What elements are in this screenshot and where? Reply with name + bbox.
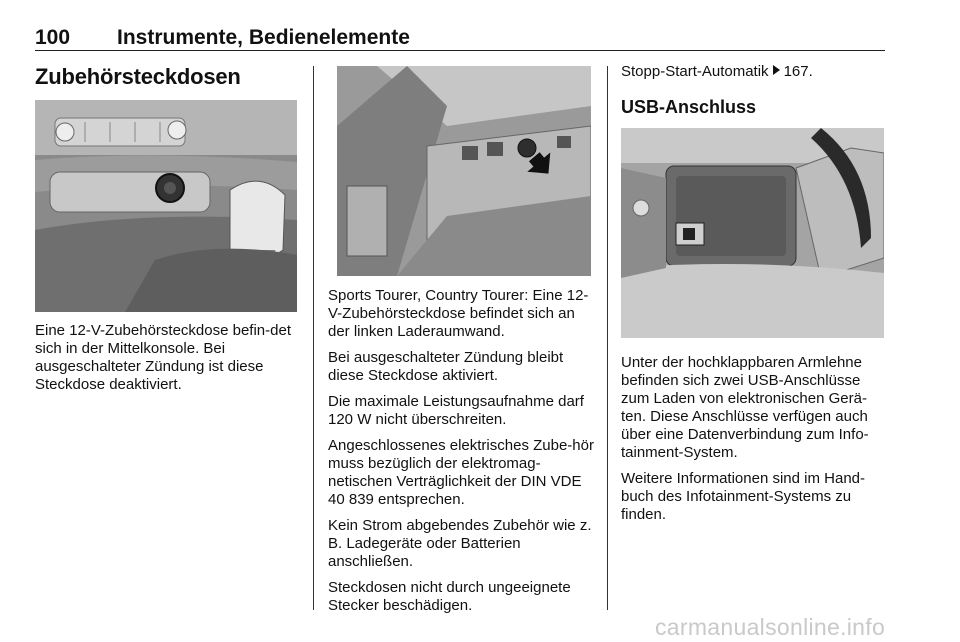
usb-heading: USB-Anschluss [621, 97, 757, 117]
center-console-socket-image [35, 100, 297, 312]
paragraph: Steckdosen nicht durch ungeeignete Stecker beschädigen. [328, 579, 571, 614]
paragraph: Eine 12-V-Zubehörsteckdose befin-det sich in der Mittelkonsole. Bei ausgeschalteter Zündung ist diese Steckdose deaktiviert. [35, 322, 291, 393]
load-compartment-socket-image [337, 66, 591, 276]
column-3-top [621, 63, 889, 116]
chapter-title: Instrumente, Bedienelemente [117, 26, 410, 49]
usb-ports-image [621, 128, 884, 338]
page-number: 100 [35, 26, 71, 49]
watermark: carmanualsonline.info [655, 614, 886, 640]
paragraph: Sports Tourer, Country Tourer: Eine 12-V-Zubehörsteckdose befindet sich an der linken Laderaumwand. [328, 287, 589, 340]
column-3-text [621, 354, 889, 532]
column-2-text [328, 287, 596, 623]
paragraph: Weitere Informationen sind im Hand-buch des Infotainment-Systems zu finden. [621, 470, 865, 523]
section-title: Zubehörsteckdosen [35, 64, 241, 89]
paragraph: Kein Strom abgebendes Zubehör wie z. B. Ladegeräte oder Batterien anschließen. [328, 517, 592, 570]
paragraph: Angeschlossenes elektrisches Zube-hör muss bezüglich der elektromag-netischen Verträglichkeit der DIN VDE 40 839 entsprechen. [328, 437, 594, 508]
paragraph: Bei ausgeschalteter Zündung bleibt diese Steckdose aktiviert. [328, 349, 564, 384]
paragraph: Unter der hochklappbaren Armlehne befinden sich zwei USB-Anschlüsse zum Laden von elektronischen Gerä-ten. Diese Anschlüsse verfügen auch über eine Datenverbindung zum Info-tainment-System. [621, 354, 869, 461]
triangle-right-icon [773, 65, 780, 75]
paragraph: Die maximale Leistungsaufnahme darf 120 W nicht überschreiten. [328, 393, 584, 428]
cross-reference[interactable] [621, 63, 889, 81]
column-divider [607, 66, 608, 610]
column-divider [313, 66, 314, 610]
page-header [35, 26, 885, 51]
xref-page: 167. [783, 63, 813, 80]
column-1-text [35, 322, 300, 402]
xref-text: Stopp-Start-Automatik [621, 63, 769, 80]
